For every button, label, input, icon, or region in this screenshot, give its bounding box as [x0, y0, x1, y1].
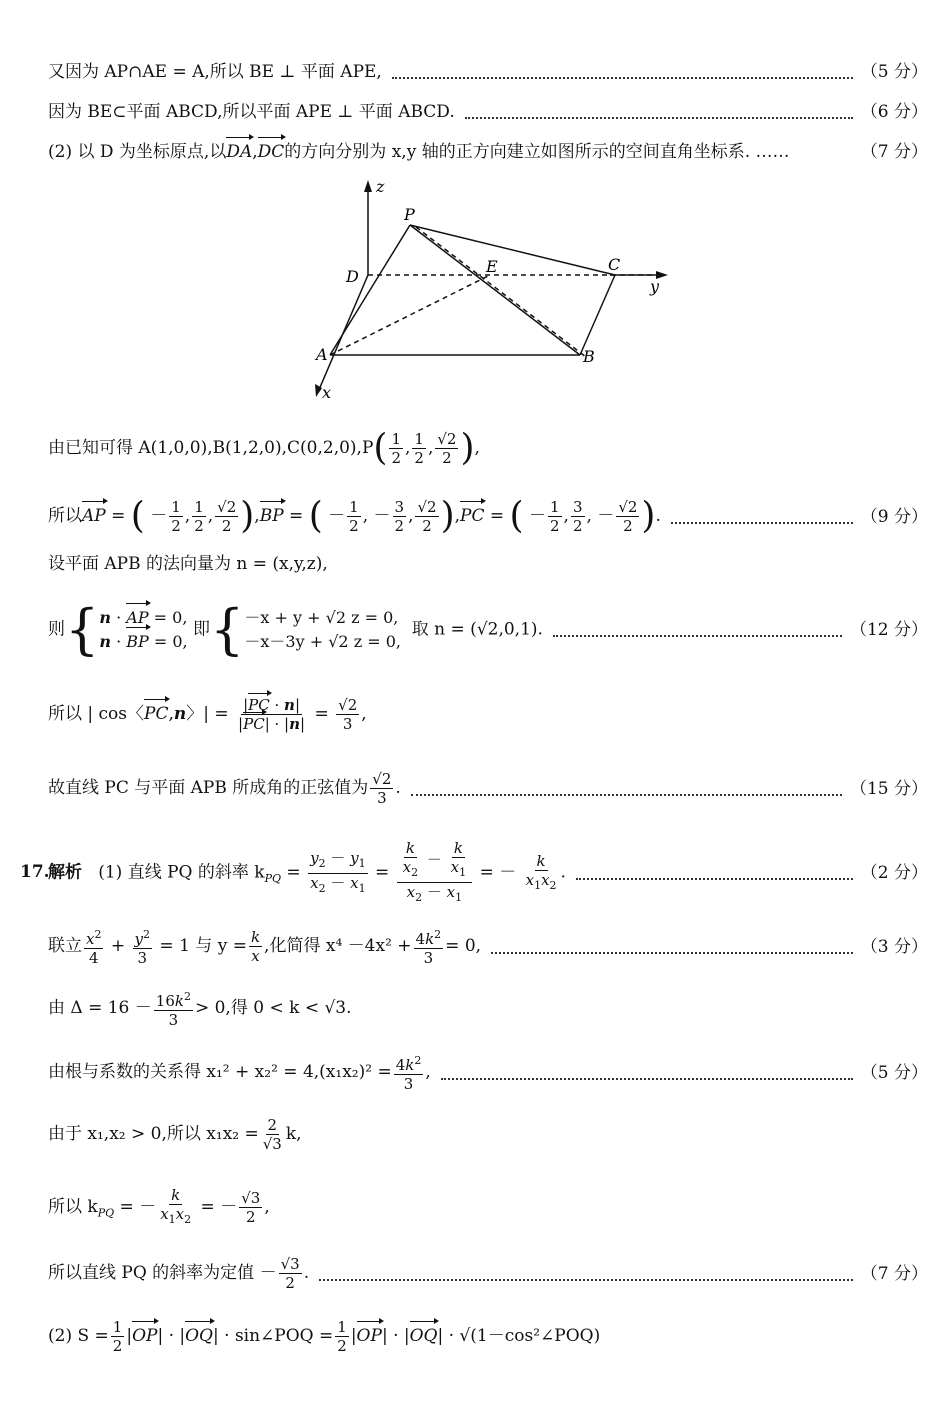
proof-line-2: 因为 BE⊂平面 ABCD,所以平面 APE ⊥ 平面 ABCD. （6 分） [48, 102, 928, 122]
label-e: E [486, 257, 498, 276]
proof-line-15: 所以直线 PQ 的斜率为定值 － $\frac{√3}{2}$ . （7 分） [48, 1255, 928, 1292]
proof-line-11: 由 Δ = 16 － $\frac{16k^2}{3}$ > 0,得 0 < k < √3. [48, 990, 352, 1029]
dot-leader [465, 117, 853, 119]
proof-line-3: (2) 以 D 为坐标原点,以DA,DC的方向分别为 x,y 轴的正方向建立如图所示的空间直角坐标系. …… （7 分） [48, 142, 928, 162]
label-b: B [583, 347, 595, 366]
proof-line-1: 又因为 AP∩AE = A,所以 BE ⊥ 平面 APE, （5 分） [48, 62, 928, 82]
label-c: C [608, 255, 621, 274]
edge-pc [410, 225, 615, 275]
label-d: D [346, 267, 359, 286]
score: （5 分） [860, 62, 928, 82]
coordinate-figure [300, 175, 680, 405]
label-y: y [650, 277, 660, 296]
dot-leader [392, 77, 853, 79]
label-p: P [404, 205, 415, 224]
vector-da: DA [226, 142, 253, 162]
label-x: x [322, 383, 332, 402]
proof-line-9: 故直线 PC 与平面 APB 所成角的正弦值为 $\frac{√2}{3}$ . （15 分） [48, 770, 928, 807]
dot-leader [576, 878, 853, 880]
vector-dc: DC [257, 142, 285, 162]
dot-leader [441, 1078, 853, 1080]
score: （5 分） [860, 1062, 928, 1083]
proof-line-17-1: 解析 (1) 直线 PQ 的斜率 $k_{PQ}$ = $\frac{y_2 - y_1}{x_2 - x_1}$ = $\frac{k}{x_2}$ － $\frac{k}{x_1}$ $x_2 - x_1$ = － $\frac{k}{x_1x_2}$ . （2 分） [48, 839, 928, 904]
proof-line-6: 设平面 APB 的法向量为 n = (x,y,z), [48, 554, 328, 574]
proof-line-13: 由于 x₁,x₂ > 0,所以 x₁x₂ = $\frac{2}{√3}$ k, [48, 1116, 302, 1153]
dot-leader [671, 522, 853, 524]
problem-number: 17. [20, 862, 50, 882]
score: （15 分） [849, 778, 928, 799]
dot-leader [491, 952, 853, 954]
score: （9 分） [860, 506, 928, 527]
proof-line-8: 所以 | cos〈PC,n〉| = $\frac{|PC \cdot n|}{|PC| \cdot |n|}$ = $\frac{√2}{3}$ , [48, 695, 367, 733]
edge-ap [330, 225, 410, 355]
score: （7 分） [860, 142, 928, 162]
label-a: A [316, 345, 328, 364]
dot-leader [553, 635, 842, 637]
score: （6 分） [860, 102, 928, 122]
analysis-label: 解析 [48, 862, 82, 883]
score: （12 分） [849, 620, 928, 640]
proof-line-12: 由根与系数的关系得 x₁² + x₂² = 4,(x₁x₂)² = $\frac{4k^2}{3}$ , （5 分） [48, 1054, 928, 1093]
score: （7 分） [860, 1263, 928, 1284]
proof-line-7: 则{ n · AP = 0, n · BP = 0, 即{ －x + y + √2 z = 0, －x－3y + √2 z = 0, 取 n = (√2,0,1). （12 分） [48, 598, 928, 661]
label-z: z [376, 177, 385, 196]
proof-line-10: 联立 $\frac{x^2}{4}$ + $\frac{y^2}{3}$ = 1 与 y = $\frac{k}{x}$ ,化简得 x⁴ －4x² + $\frac{4k^2}{3}$ = 0, （3 分） [48, 928, 928, 967]
proof-line-14: 所以 $k_{PQ}$ = － $\frac{k}{x_1x_2}$ = － $\frac{√3}{2}$ , [48, 1186, 270, 1226]
edge-pb [410, 225, 580, 355]
proof-line-16: (2) S = $\frac{1}{2}$ |OP| · |OQ| · sin∠POQ = $\frac{1}{2}$ |OP| · |OQ| · √(1－cos²∠POQ) [48, 1318, 601, 1355]
edge-bc [580, 275, 615, 355]
score: （3 分） [860, 936, 928, 957]
proof-line-5: 所以AP = ( － $\frac{1}{2}$ , $\frac{1}{2}$ , $\frac{√2}{2}$ ),BP = ( － $\frac{1}{2}$ , － $\frac{3}{2}$ , $\frac{√2}{2}$ ),PC = ( － $\frac{1}{2}$ , $\frac{3}{2}$ , － $\frac{√2}{2}$ ). （9 分） [48, 495, 928, 537]
proof-line-4: 由已知可得 A(1,0,0),B(1,2,0),C(0,2,0),P( $\frac{1}{2}$ , $\frac{1}{2}$ , $\frac{√2}{2}$ ), [48, 427, 480, 469]
dot-leader [319, 1279, 853, 1281]
score: （2 分） [860, 863, 928, 883]
dot-leader [411, 794, 842, 796]
